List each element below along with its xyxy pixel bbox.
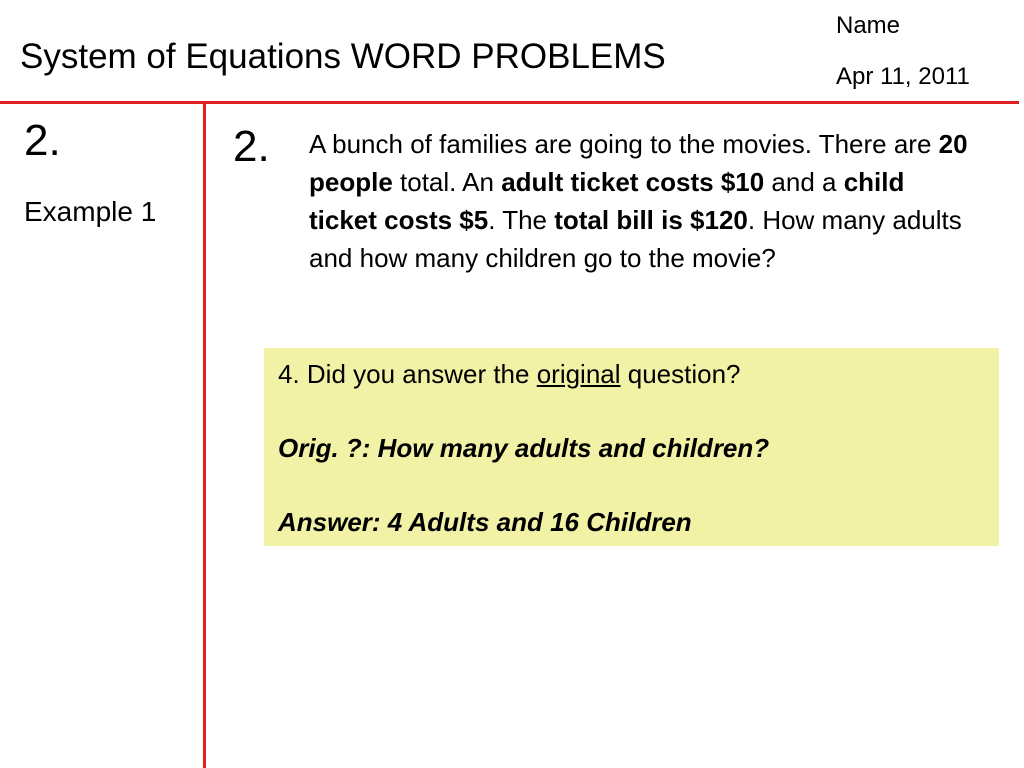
check-question-underlined: original xyxy=(536,359,621,389)
name-label: Name xyxy=(836,12,901,39)
problem-key-fact: total bill is $120 xyxy=(554,205,748,235)
check-question-suffix: question? xyxy=(620,359,741,389)
sidebar-example-label: Example 1 xyxy=(24,196,157,227)
check-question-prefix: 4. Did you answer the xyxy=(278,359,537,389)
problem-text xyxy=(309,125,969,277)
answer-check-box xyxy=(264,348,999,546)
problem-key-fact: child ticket costs $5 xyxy=(309,167,905,235)
sidebar-problem-number: 2. xyxy=(24,116,61,165)
date-label: Apr 11, 2011 xyxy=(836,63,970,90)
header-divider xyxy=(0,101,1019,104)
problem-text-segment: . How many adults and how many children go to the movie? xyxy=(309,205,962,273)
page-title: System of Equations WORD PROBLEMS xyxy=(20,37,666,76)
problem-key-fact: 20 people xyxy=(309,129,968,197)
problem-text-segment: A bunch of families are going to the movies. There are xyxy=(309,129,939,159)
check-question xyxy=(278,358,999,390)
problem-text-segment: . The xyxy=(488,205,555,235)
original-question: Orig. ?: How many adults and children? xyxy=(278,433,770,463)
problem-text-segment: total. An xyxy=(392,167,502,197)
final-answer: Answer: 4 Adults and 16 Children xyxy=(278,507,692,537)
margin-divider xyxy=(203,101,206,768)
problem-number: 2. xyxy=(233,122,270,171)
problem-key-fact: adult ticket costs $10 xyxy=(501,167,765,197)
problem-text-segment: and a xyxy=(764,167,844,197)
